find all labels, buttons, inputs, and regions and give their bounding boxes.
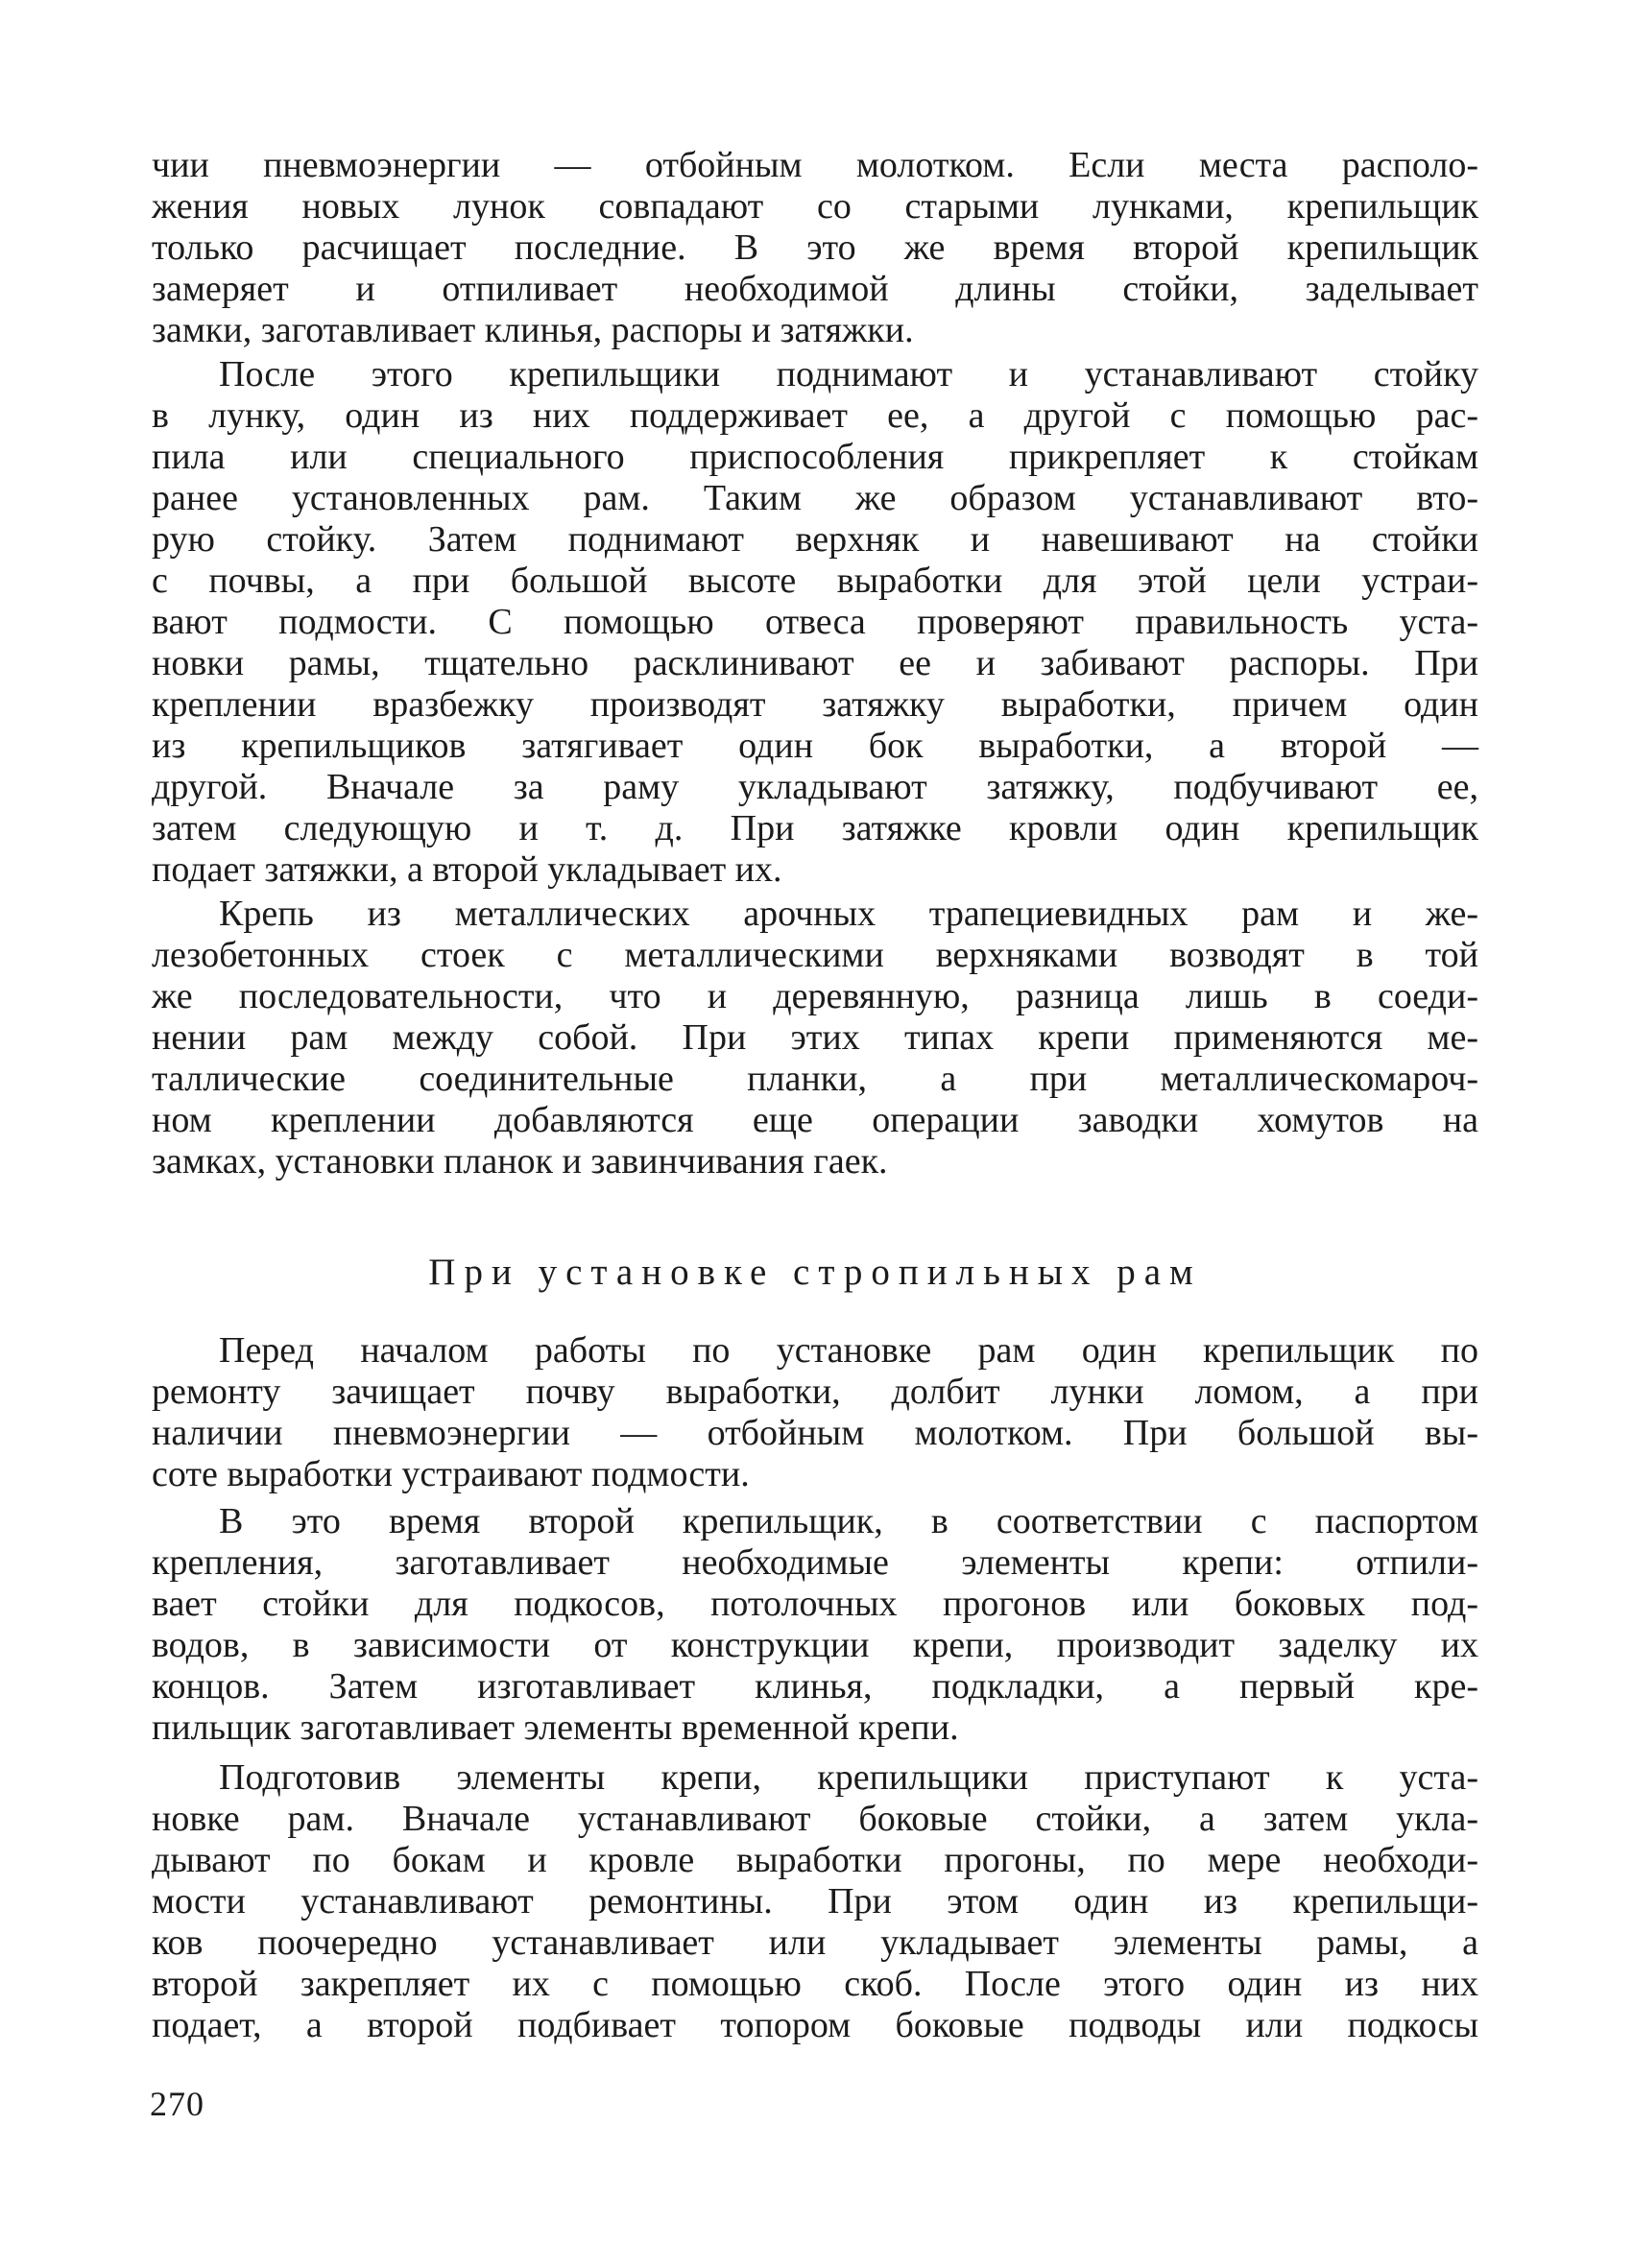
section-heading: При установке стропильных рам	[428, 1252, 1202, 1293]
text-line: затем следующую и т. д. При затяжке кровли один крепильщик	[152, 808, 1478, 848]
text-line: второй закрепляет их с помощью скоб. После этого один из них	[152, 1964, 1478, 2004]
text-line: другой. Вначале за раму укладывают затяжку, подбучивают ее,	[152, 767, 1478, 807]
text-line: соте выработки устраивают подмости.	[152, 1454, 750, 1494]
text-line: замеряет и отпиливает необходимой длины стойки, заделывает	[152, 269, 1478, 309]
text-line: После этого крепильщики поднимают и устанавливают стойку	[219, 354, 1478, 394]
text-line: Перед началом работы по установке рам один крепильщик по	[219, 1330, 1478, 1371]
text-line: концов. Затем изготавливает клинья, подкладки, а первый кре-	[152, 1666, 1478, 1707]
text-line: же последовательности, что и деревянную, разница лишь в соеди-	[152, 976, 1478, 1016]
text-line: жения новых лунок совпадают со старыми лунками, крепильщик	[152, 186, 1478, 227]
text-line: нении рам между собой. При этих типах крепи применяются ме-	[152, 1017, 1478, 1058]
text-line: пильщик заготавливает элементы временной крепи.	[152, 1707, 959, 1748]
text-line: из крепильщиков затягивает один бок выработки, а второй —	[152, 726, 1478, 766]
text-line: с почвы, а при большой высоте выработки для этой цели устраи-	[152, 561, 1478, 601]
text-line: наличии пневмоэнергии — отбойным молотком. При большой вы-	[152, 1413, 1478, 1453]
text-line: рую стойку. Затем поднимают верхняк и навешивают на стойки	[152, 519, 1478, 560]
text-line: креплении вразбежку производят затяжку выработки, причем один	[152, 684, 1478, 725]
text-line: Крепь из металлических арочных трапециевидных рам и же-	[219, 894, 1478, 934]
text-line: подает, а второй подбивает топором боковые подводы или подкосы	[152, 2005, 1478, 2045]
text-line: мости устанавливают ремонтины. При этом один из крепильщи-	[152, 1881, 1478, 1922]
page-number: 270	[150, 2085, 204, 2123]
text-line: таллические соединительные планки, а при металлическомароч-	[152, 1059, 1478, 1099]
text-line: вают подмости. С помощью отвеса проверяют правильность уста-	[152, 602, 1478, 642]
text-line: вает стойки для подкосов, потолочных прогонов или боковых под-	[152, 1584, 1478, 1624]
text-line: чии пневмоэнергии — отбойным молотком. Если места располо-	[152, 145, 1478, 185]
text-line: дывают по бокам и кровле выработки прогоны, по мере необходи-	[152, 1840, 1478, 1880]
text-line: водов, в зависимости от конструкции крепи, производит заделку их	[152, 1625, 1478, 1665]
text-line: ном креплении добавляются еще операции заводки хомутов на	[152, 1100, 1478, 1140]
text-line: замках, установки планок и завинчивания гаек.	[152, 1141, 888, 1182]
text-line: ремонту зачищает почву выработки, долбит лунки ломом, а при	[152, 1372, 1478, 1412]
text-line: в лунку, один из них поддерживает ее, а другой с помощью рас-	[152, 395, 1478, 436]
text-line: подает затяжки, а второй укладывает их.	[152, 849, 782, 890]
text-line: замки, заготавливает клинья, распоры и затяжки.	[152, 310, 914, 350]
text-line: ков поочередно устанавливает или укладывает элементы рамы, а	[152, 1922, 1478, 1963]
text-line: ранее установленных рам. Таким же образом устанавливают вто-	[152, 478, 1478, 518]
text-line: только расчищает последние. В это же время второй крепильщик	[152, 227, 1478, 268]
text-line: В это время второй крепильщик, в соответствии с паспортом	[219, 1501, 1478, 1541]
text-line: новки рамы, тщательно расклинивают ее и забивают распоры. При	[152, 643, 1478, 683]
text-line: Подготовив элементы крепи, крепильщики приступают к уста-	[219, 1757, 1478, 1798]
text-line: крепления, заготавливает необходимые элементы крепи: отпили-	[152, 1542, 1478, 1583]
text-line: лезобетонных стоек с металлическими верхняками возводят в той	[152, 935, 1478, 975]
text-line: пила или специального приспособления прикрепляет к стойкам	[152, 437, 1478, 477]
text-line: новке рам. Вначале устанавливают боковые стойки, а затем укла-	[152, 1799, 1478, 1839]
